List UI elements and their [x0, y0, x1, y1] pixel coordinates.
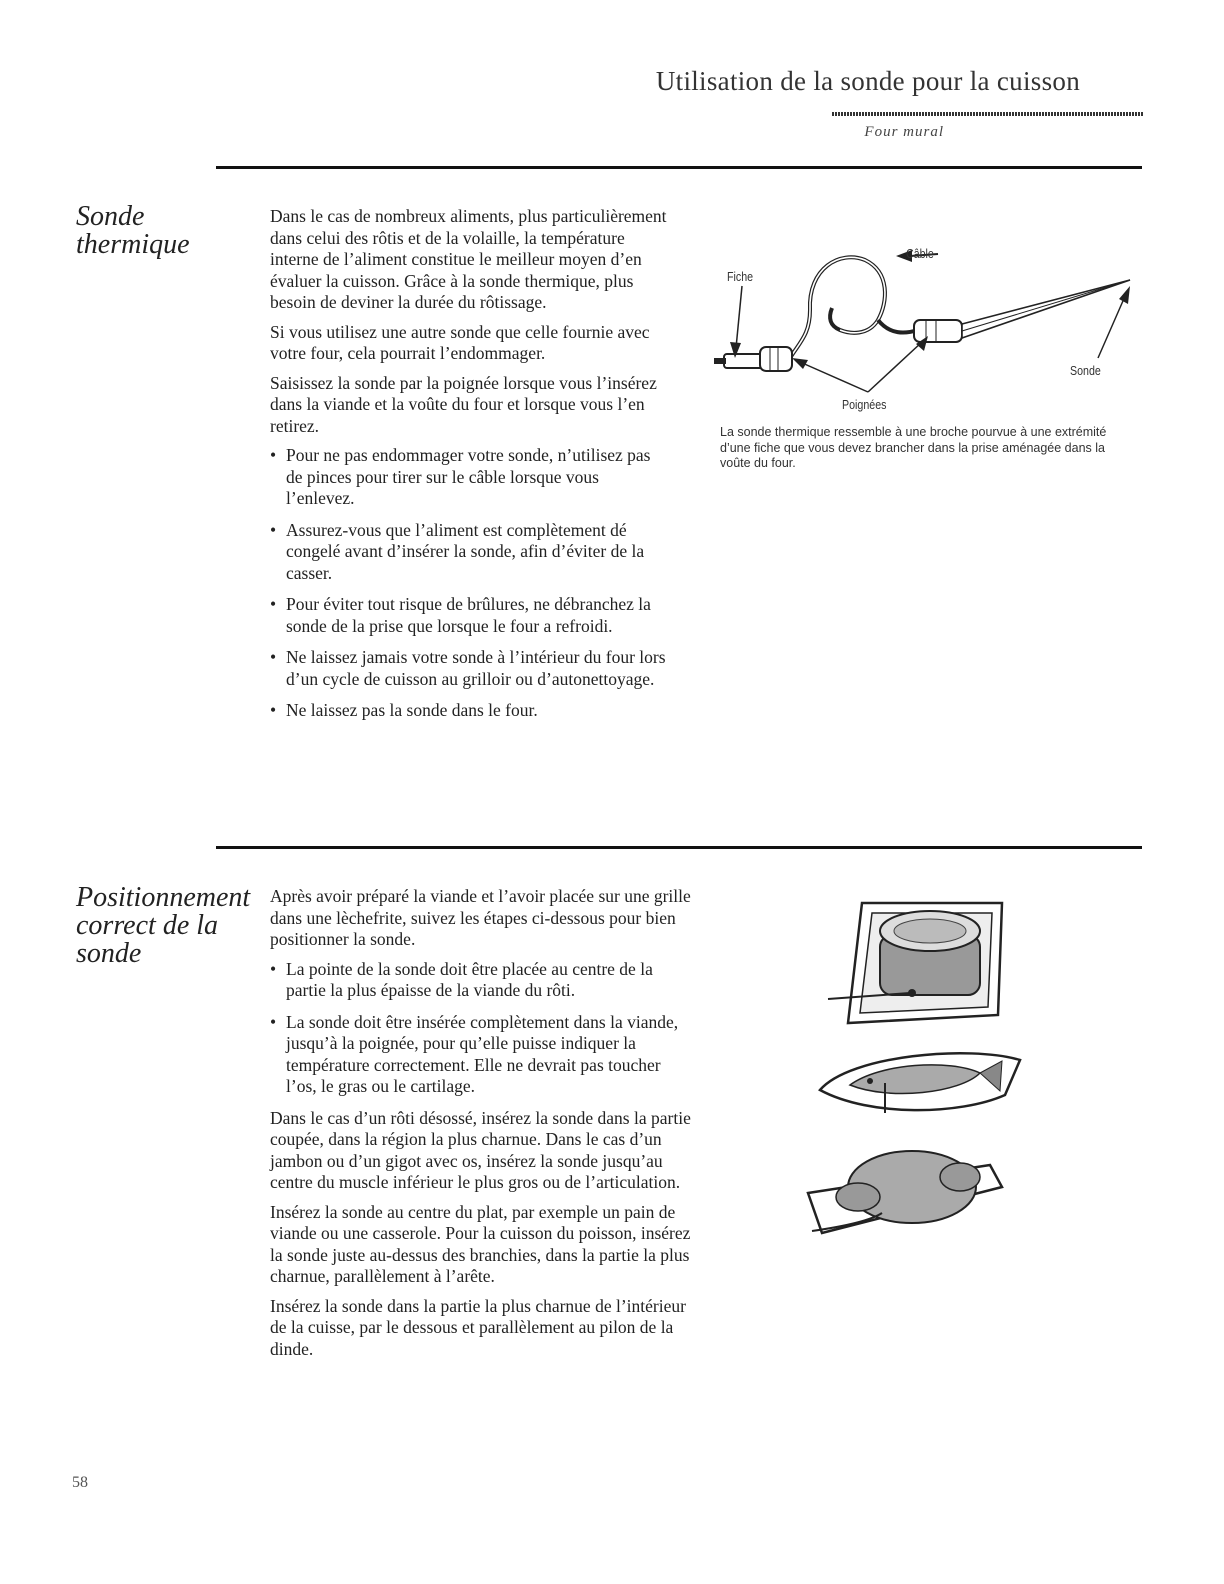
section-heading-positionnement: Positionnement correct de la sonde: [76, 882, 251, 969]
list-item: • Ne laissez pas la sonde dans le four.: [270, 700, 670, 722]
bullet-list: [270, 959, 695, 1098]
list-item: • Assurez-vous que l’aliment est complètement dé congelé avant d’insérer la sonde, afin d’éviter de la casser.: [270, 520, 670, 585]
paragraph: Insérez la sonde au centre du plat, par exemple un pain de viande ou une casserole. Pour la cuisson du poisson, insérez la sonde juste au-dessus des branchies, dans la partie la plus charnue, parallèlement à l’arête.: [270, 1201, 691, 1286]
page-number: 58: [72, 1474, 88, 1491]
probe-spike: [962, 280, 1130, 338]
fish-illustration: [810, 1035, 1030, 1125]
title-rule: [832, 112, 1144, 116]
cable: [790, 257, 885, 358]
paragraph: Après avoir préparé la viande et l’avoir placée sur une grille dans une lèchefrite, suivez les étapes ci-dessous pour bien positionner la sonde.: [270, 886, 691, 949]
roast-illustration: [820, 895, 1020, 1035]
paragraph: Saisissez la sonde par la poignée lorsque vous l’insérez dans la viande et la voûte du four et lorsque vous l’en retirez.: [270, 372, 657, 436]
list-item: • Pour éviter tout risque de brûlures, ne débranchez la sonde de la prise que lorsque le four a refroidi.: [270, 594, 670, 637]
page-subtitle: Four mural: [864, 124, 944, 140]
diagram-caption: La sonde thermique ressemble à une broche pourvue à une extrémité d’une fiche que vous devez brancher dans la prise aménagée dans la voûte du four.: [720, 425, 1107, 470]
paragraph: Si vous utilisez une autre sonde que celle fournie avec votre four, cela pourrait l’endommager.: [270, 321, 650, 363]
list-item: • La sonde doit être insérée complètement dans la viande, jusqu’à la poignée, pour qu’elle puisse indiquer la température correctement. Elle ne devrait pas toucher l’os, le gras ou le cartilage.: [270, 1012, 695, 1098]
plug: [714, 347, 792, 371]
page-title: Utilisation de la sonde pour la cuisson: [655, 66, 1080, 96]
label-cable: Câble: [906, 246, 934, 261]
turkey-illustration: [800, 1135, 1010, 1250]
section-divider: [216, 846, 1142, 849]
section-heading-sonde-thermique: Sonde thermique: [76, 201, 190, 260]
label-sonde: Sonde: [1070, 363, 1101, 378]
paragraph: Dans le cas de nombreux aliments, plus particulièrement dans celui des rôtis et de la volaille, la température interne de l’aliment constitue le meilleur moyen d’en évaluer la cuisson. Grâce à la sonde thermique, plus besoin de deviner la durée du rôtissage.: [270, 206, 667, 312]
section1-body: [270, 206, 670, 732]
spike-handle: [914, 320, 962, 342]
label-poignees: Poignées: [842, 397, 887, 412]
bullet-list: [270, 445, 670, 722]
list-item: • Ne laissez jamais votre sonde à l’intérieur du four lors d’un cycle de cuisson au grilloir ou d’autonettoyage.: [270, 647, 670, 690]
list-item: • La pointe de la sonde doit être placée au centre de la partie la plus épaisse de la viande du rôti.: [270, 959, 695, 1002]
section2-body: [270, 886, 695, 1368]
paragraph: Insérez la sonde dans la partie la plus charnue de l’intérieur de la cuisse, par le dessous et parallèlement au pilon de la dinde.: [270, 1295, 686, 1359]
section-divider: [216, 166, 1142, 169]
paragraph: Dans le cas d’un rôti désossé, insérez la sonde dans la partie coupée, dans la région la plus charnue. Dans le cas d’un jambon ou d’un gigot avec os, insérez la sonde jusqu’au centre du muscle inférieur le plus gros ou de l’articulation.: [270, 1107, 691, 1192]
list-item: • Pour ne pas endommager votre sonde, n’utilisez pas de pinces pour tirer sur le câble lorsque vous l’enlevez.: [270, 445, 670, 510]
label-fiche: Fiche: [727, 269, 754, 284]
